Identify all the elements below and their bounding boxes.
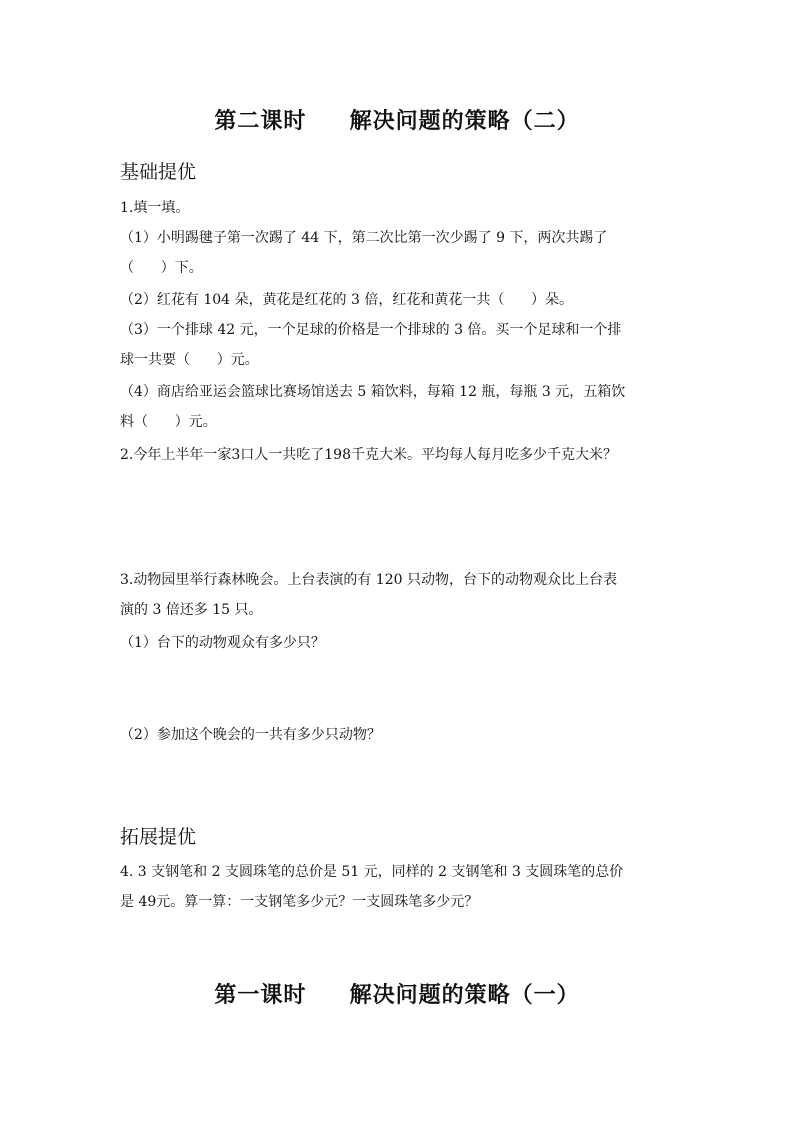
question-1-1-line-1: （1）小明踢毽子第一次踢了 44 下，第二次比第一次少踢了 9 下，两次共踢了 — [120, 230, 608, 246]
question-1-4-line-2: 料（ ）元。 — [120, 414, 217, 430]
question-3-1: （1）台下的动物观众有多少只？ — [120, 635, 325, 651]
question-4-line-2: 是 49元。算一算：一支钢笔多少元？一支圆珠笔多少元？ — [120, 894, 479, 910]
next-lesson-title: 第一课时 解决问题的策略（一） — [214, 983, 580, 1008]
question-1-3-line-2: 球一共要（ ）元。 — [120, 352, 259, 368]
page-title: 第二课时 解决问题的策略（二） — [214, 109, 580, 134]
section-heading-basic: 基础提优 — [120, 161, 197, 183]
question-3-line-1: 3.动物园里举行森林晚会。上台表演的有 120 只动物，台下的动物观众比上台表 — [120, 572, 617, 588]
question-4-line-1: 4. 3 支钢笔和 2 支圆珠笔的总价是 51 元，同样的 2 支钢笔和 3 支圆珠笔的总价 — [120, 864, 624, 880]
question-1-3-line-1: （3）一个排球 42 元，一个足球的价格是一个排球的 3 倍。买一个足球和一个排 — [120, 322, 622, 338]
question-3-2: （2）参加这个晚会的一共有多少只动物？ — [120, 727, 381, 743]
question-2: 2.今年上半年一家3口人一共吃了198千克大米。平均每人每月吃多少千克大米？ — [120, 447, 617, 463]
question-1-2: （2）红花有 104 朵，黄花是红花的 3 倍，红花和黄花一共（ ）朵。 — [120, 292, 574, 308]
question-1-title: 1.填一填。 — [120, 200, 190, 216]
section-heading-extend: 拓展提优 — [120, 826, 197, 848]
question-1-1-line-2: （ ）下。 — [120, 260, 203, 276]
question-1-4-line-1: （4）商店给亚运会篮球比赛场馆送去 5 箱饮料，每箱 12 瓶，每瓶 3 元，五箱饮 — [120, 384, 626, 400]
question-3-line-2: 演的 3 倍还多 15 只。 — [120, 602, 263, 618]
